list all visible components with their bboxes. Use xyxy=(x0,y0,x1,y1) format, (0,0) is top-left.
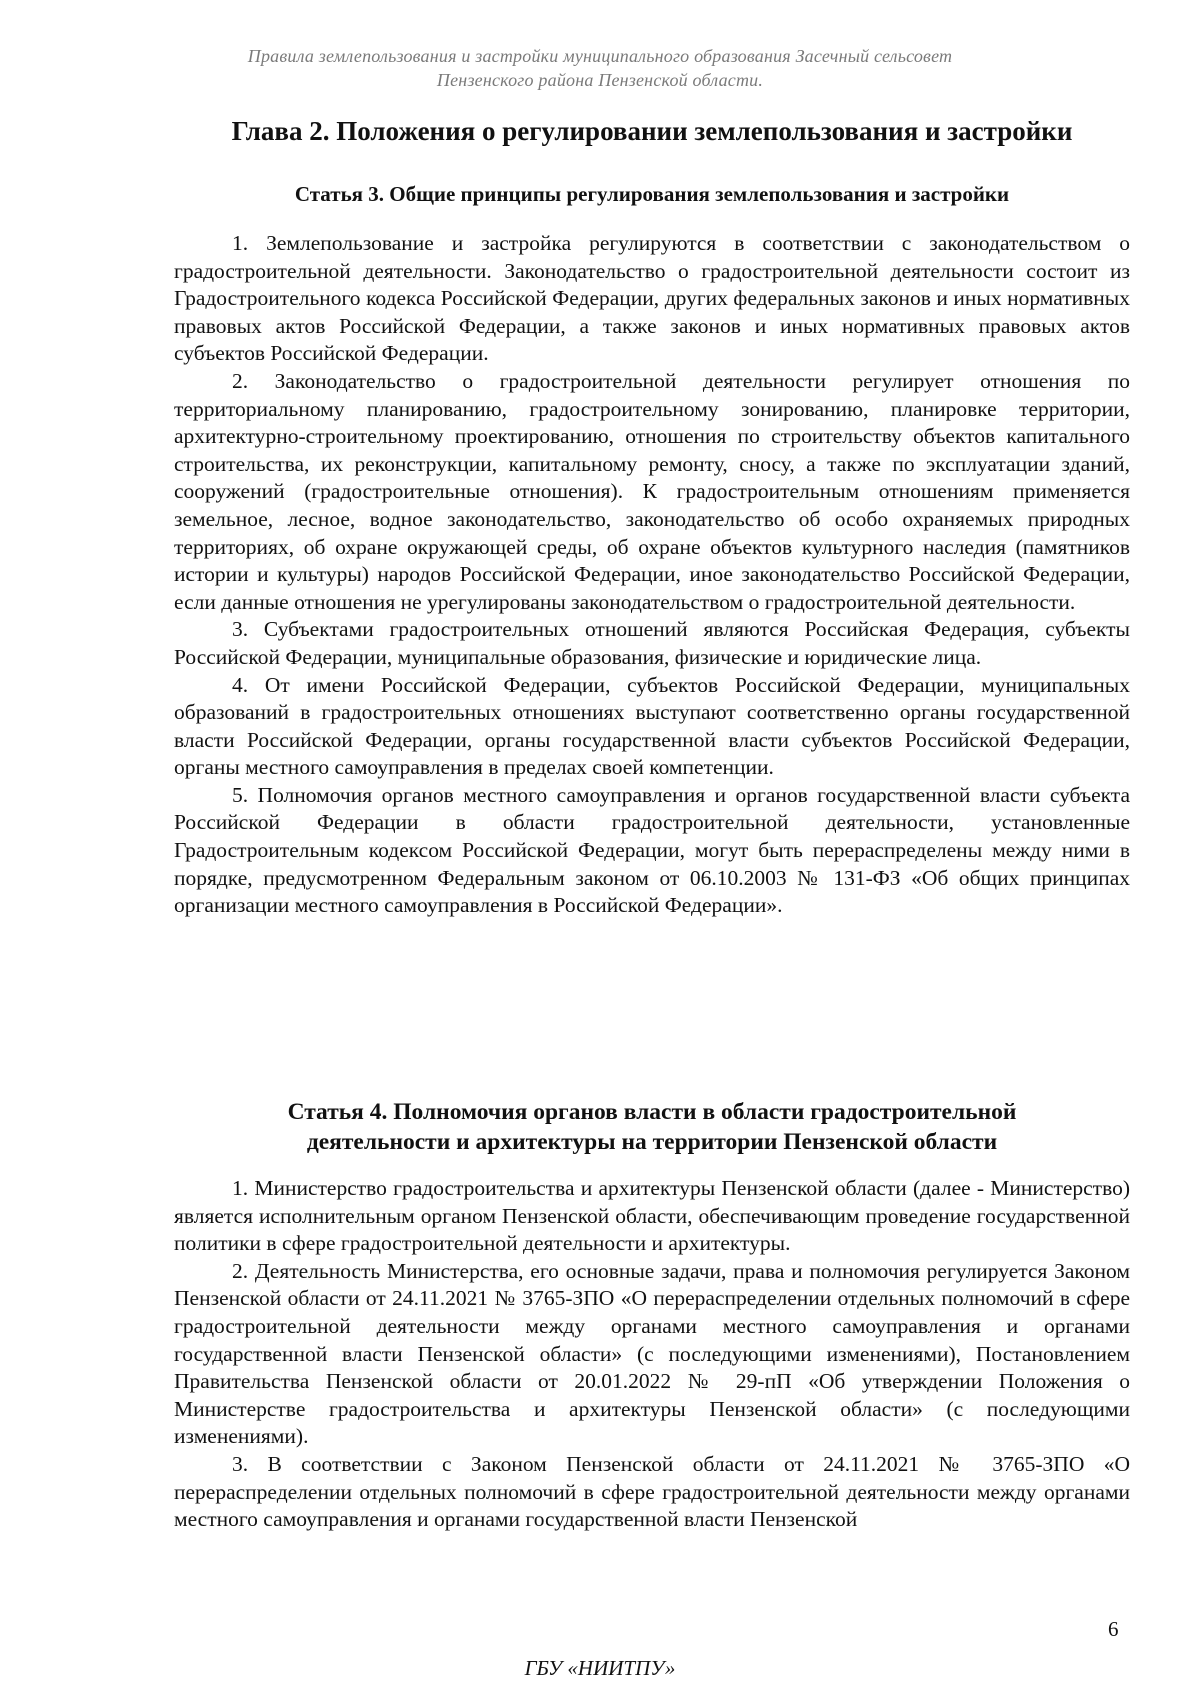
article-3-paragraph-2: 2. Законодательство о градостроительной деятельности регулирует отношения по территориальному планированию, градостроительному зонированию, планировке территории, архитектурно-строительному проектированию, отношения по строительству объектов капитального строительства, их реконструкции, капитальному ремонту, сносу, а также по эксплуатации зданий, сооружений (градостроительные отношения). К градостроительным отношениям применяется земельное, лесное, водное законодательство, законодательство об особо охраняемых природных территориях, об охране окружающей среды, об охране объектов культурного наследия (памятников истории и культуры) народов Российской Федерации, иное законодательство Российской Федерации, если данные отношения не урегулированы законодательством о градостроительной деятельности. xyxy=(174,368,1130,614)
article-3-paragraph-5: 5. Полномочия органов местного самоуправления и органов государственной власти субъекта Российской Федерации в области градостроительной деятельности, установленные Градостроительным кодексом Российской Федерации, могут быть перераспределены между ними в порядке, предусмотренном Федеральным законом от 06.10.2003 № 131-ФЗ «Об общих принципах организации местного самоуправления в Российской Федерации». xyxy=(174,782,1130,918)
article-3-paragraph-1: 1. Землепользование и застройка регулируются в соответствии с законодательством о градостроительной деятельности. Законодательство о градостроительной деятельности состоит из Градостроительного кодекса Российской Федерации, других федеральных законов и иных нормативных правовых актов Российской Федерации, а также законов и иных нормативных правовых актов субъектов Российской Федерации. xyxy=(174,231,1130,366)
article-3-title: Статья 3. Общие принципы регулирования землепользования и застройки xyxy=(294,182,1010,206)
article-3-paragraph-3: 3. Субъектами градостроительных отношений являются Российская Федерация, субъекты Российской Федерации, муниципальные образования, физические и юридические лица. xyxy=(174,617,1130,669)
article-4-paragraph-3: 3. В соответствии с Законом Пензенской области от 24.11.2021 № 3765-ЗПО «О перераспределении отдельных полномочий в сфере градостроительной деятельности между органами местного самоуправления и органами государственной власти Пензенской xyxy=(174,1451,1130,1532)
article-3-body xyxy=(174,230,1130,920)
footer-organization: ГБУ «НИИТПУ» xyxy=(524,1656,676,1680)
article-4-title xyxy=(174,1097,1130,1157)
article-3-paragraph-4: 4. От имени Российской Федерации, субъектов Российской Федерации, муниципальных образований в градостроительных отношениях выступают соответственно органы государственной власти Российской Федерации, органы государственной власти субъектов Российской Федерации, органы местного самоуправления в пределах своей компетенции. xyxy=(174,672,1130,780)
running-header-line-1: Правила землепользования и застройки муниципального образования Засечный сельсовет xyxy=(247,46,953,66)
article-4-title-line-2: деятельности и архитектуры на территории Пензенской области xyxy=(306,1129,998,1155)
article-4-paragraph-1: 1. Министерство градостроительства и архитектуры Пензенской области (далее - Министерство) является исполнительным органом Пензенской области, обеспечивающим проведение государственной политики в сфере градостроительной деятельности и архитектуры. xyxy=(174,1176,1130,1256)
page-number: 6 xyxy=(1108,1617,1119,1641)
running-header xyxy=(180,44,1020,92)
article-4-title-line-1: Статья 4. Полномочия органов власти в области градостроительной xyxy=(287,1099,1017,1125)
article-4-body xyxy=(174,1175,1130,1534)
article-4-paragraph-2: 2. Деятельность Министерства, его основные задачи, права и полномочия регулируется Законом Пензенской области от 24.11.2021 № 3765-ЗПО «О перераспределении отдельных полномочий в сфере градостроительной деятельности между органами местного самоуправления и органами государственной власти Пензенской области» (с последующими изменениями), Постановлением Правительства Пензенской области от 20.01.2022 № 29-пП «Об утверждении Положения о Министерстве градостроительства и архитектуры Пензенской области» (с последующими изменениями). xyxy=(174,1258,1130,1449)
running-header-line-2: Пензенского района Пензенской области. xyxy=(436,70,764,90)
chapter-title: Глава 2. Положения о регулировании землепользования и застройки xyxy=(231,116,1073,146)
